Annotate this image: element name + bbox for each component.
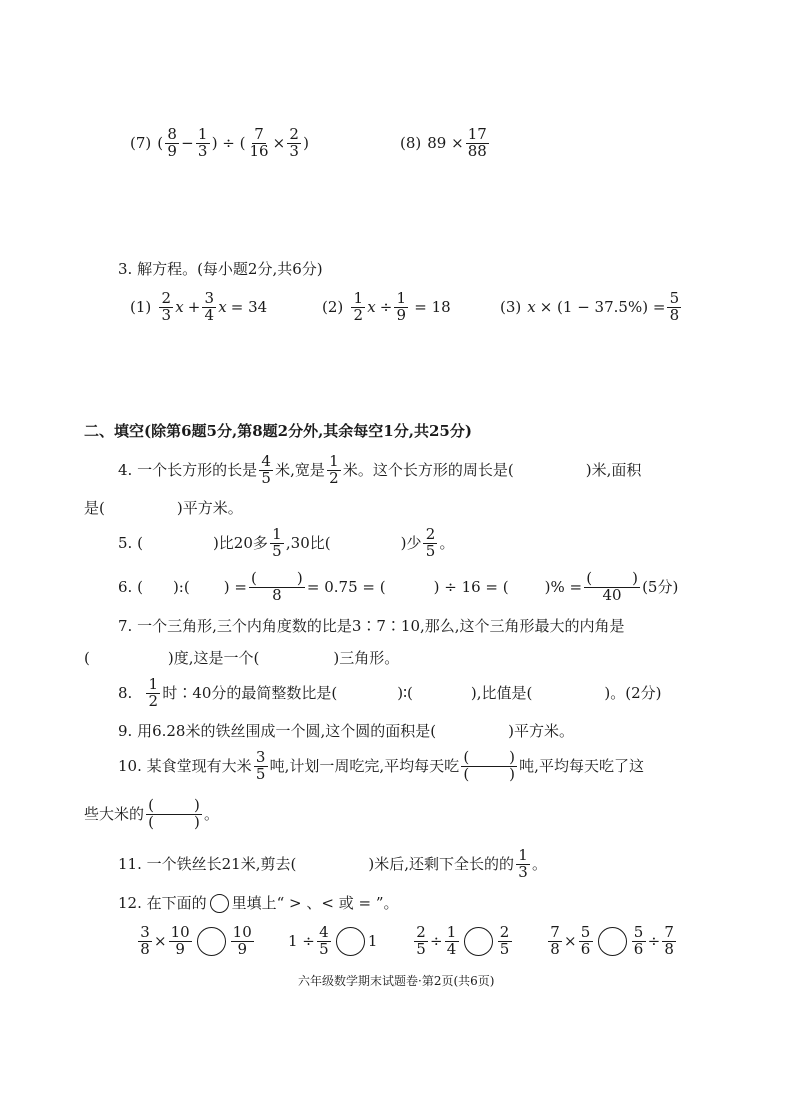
fraction: $\frac{3}{5}$ [254,750,268,783]
fraction: $\frac{1}{4}$ [445,925,459,958]
answer-blank[interactable] [296,855,368,873]
fraction: $\frac{5}{6}$ [632,925,646,958]
fraction: $\frac{2}{5}$ [498,925,512,958]
blank-fraction[interactable]: $\frac{( )}{( )}$ [461,750,517,783]
fraction: $\frac{4}{5}$ [259,454,273,487]
question-6: 6. ( ):( ) = $\frac{( )}{8}$ = 0.75 = ( ) ÷ 16 = ( )% = $\frac{( )}{40}$ (5分) [118,569,679,604]
fraction: $\frac{10}{9}$ [170,923,190,958]
blank-fraction[interactable]: $\frac{( )}{8}$ [249,571,305,604]
fraction: $\frac{7}{16}$ [249,125,269,160]
compare-3: $\frac{2}{5}$ ÷ $\frac{1}{4}$ $\frac{2}{5}$ [412,925,514,958]
fraction: $\frac{2}{5}$ [414,925,428,958]
fraction: $\frac{3}{8}$ [138,925,152,958]
fraction: $\frac{10}{9}$ [232,923,252,958]
problem-8: (8) 89 × $\frac{17}{88}$ [400,125,487,160]
answer-blank[interactable] [413,684,471,702]
fraction: $\frac{1}{2}$ [351,291,365,324]
answer-blank[interactable] [331,534,401,552]
question-7: 7. 一个三角形,三个内角度数的比是3∶7∶10,那么,这个三角形最大的内角是 [118,617,625,635]
fraction: $\frac{5}{8}$ [667,291,681,324]
question-4-line-2: 是( )平方米。 [84,498,243,517]
question-9: 9. 用6.28米的铁丝围成一个圆,这个圆的面积是( )平方米。 [118,721,574,740]
fraction: $\frac{2}{5}$ [423,527,437,560]
answer-blank[interactable] [90,649,168,667]
fraction: $\frac{1}{2}$ [146,677,160,710]
compare-4: $\frac{7}{8}$ × $\frac{5}{6}$ $\frac{5}{6}$ ÷ $\frac{7}{8}$ [546,925,678,958]
answer-blank[interactable] [259,649,333,667]
answer-blank[interactable] [105,499,177,517]
question-4: 4. 一个长方形的长是 $\frac{4}{5}$ 米,宽是 $\frac{1}{2}$ 米。这个长方形的周长是( )米,面积 [118,452,642,487]
answer-blank[interactable] [514,461,586,479]
question-10-line-2: 些大米的 $\frac{( )}{( )}$ 。 [84,796,220,831]
compare-circle-input[interactable] [336,927,365,956]
problem-8-label: (8) [400,133,422,152]
problem-7: (7) ( $\frac{8}{9}$ − $\frac{1}{3}$ ) ÷ ( $\frac{7}{16}$ × $\frac{2}{3}$ ) [130,125,310,160]
equation-1: (1) $\frac{2}{3}$ x + $\frac{3}{4}$ x = 34 [130,289,268,324]
question-10: 10. 某食堂现有大米 $\frac{3}{5}$ 吨,计划一周吃完,平均每天吃 $\frac{( )}{( )}$ 吨,平均每天吃了这 [118,748,644,783]
answer-blank[interactable] [143,534,213,552]
question-12: 12. 在下面的 里填上“ > 、< 或 = ”。 [118,894,399,912]
compare-circle-input[interactable] [464,927,493,956]
fraction: $\frac{17}{88}$ [467,125,487,160]
fraction: $\frac{4}{5}$ [317,925,331,958]
circle-icon [210,894,229,913]
fraction: $\frac{3}{4}$ [202,291,216,324]
fraction: $\frac{1}{2}$ [327,454,341,487]
compare-circle-input[interactable] [197,927,226,956]
answer-blank[interactable] [532,684,604,702]
section-2-heading: 二、填空(除第6题5分,第8题2分外,其余每空1分,共25分) [84,422,472,440]
equation-3: (3) x × (1 − 37.5%) = $\frac{5}{8}$ [500,291,683,324]
fraction: $\frac{7}{8}$ [662,925,676,958]
answer-blank[interactable] [386,578,434,596]
blank-fraction[interactable]: $\frac{( )}{40}$ [584,571,640,604]
fraction: $\frac{1}{3}$ [196,127,210,160]
section-3-title: 3. 解方程。(每小题2分,共6分) [118,260,323,278]
question-8: 8. $\frac{1}{2}$ 时∶40分的最简整数比是( )∶( ),比值是( )。(2分) [118,675,662,710]
question-5: 5. ( )比20多 $\frac{1}{5}$ ,30比( )少 $\frac{2}{5}$ 。 [118,525,455,560]
answer-blank[interactable] [509,578,545,596]
compare-circle-input[interactable] [598,927,627,956]
fraction: $\frac{5}{6}$ [579,925,593,958]
question-11: 11. 一个铁丝长21米,剪去( )米后,还剩下全长的的 $\frac{1}{3}$ 。 [118,846,547,881]
answer-blank[interactable] [143,578,173,596]
fraction: $\frac{1}{3}$ [516,848,530,881]
question-7-line-2: ( )度,这是一个( )三角形。 [84,648,400,667]
page-footer: 六年级数学期末试题卷·第2页(共6页) [298,974,495,988]
compare-1: $\frac{3}{8}$ × $\frac{10}{9}$ $\frac{10}{9}$ [136,925,256,958]
compare-2: 1 ÷ $\frac{4}{5}$ 1 [288,923,378,958]
fraction: $\frac{1}{9}$ [394,291,408,324]
fraction: $\frac{7}{8}$ [548,925,562,958]
fraction: $\frac{2}{3}$ [287,127,301,160]
answer-blank[interactable] [337,684,397,702]
equation-2: (2) $\frac{1}{2}$ x ÷ $\frac{1}{9}$ = 18 [322,289,451,324]
blank-fraction[interactable]: $\frac{( )}{( )}$ [146,798,202,831]
fraction: $\frac{1}{5}$ [270,527,284,560]
answer-blank[interactable] [436,722,508,740]
answer-blank[interactable] [190,578,224,596]
problem-7-label: (7) [130,133,152,152]
fraction: $\frac{8}{9}$ [165,127,179,160]
fraction: $\frac{2}{3}$ [159,291,173,324]
